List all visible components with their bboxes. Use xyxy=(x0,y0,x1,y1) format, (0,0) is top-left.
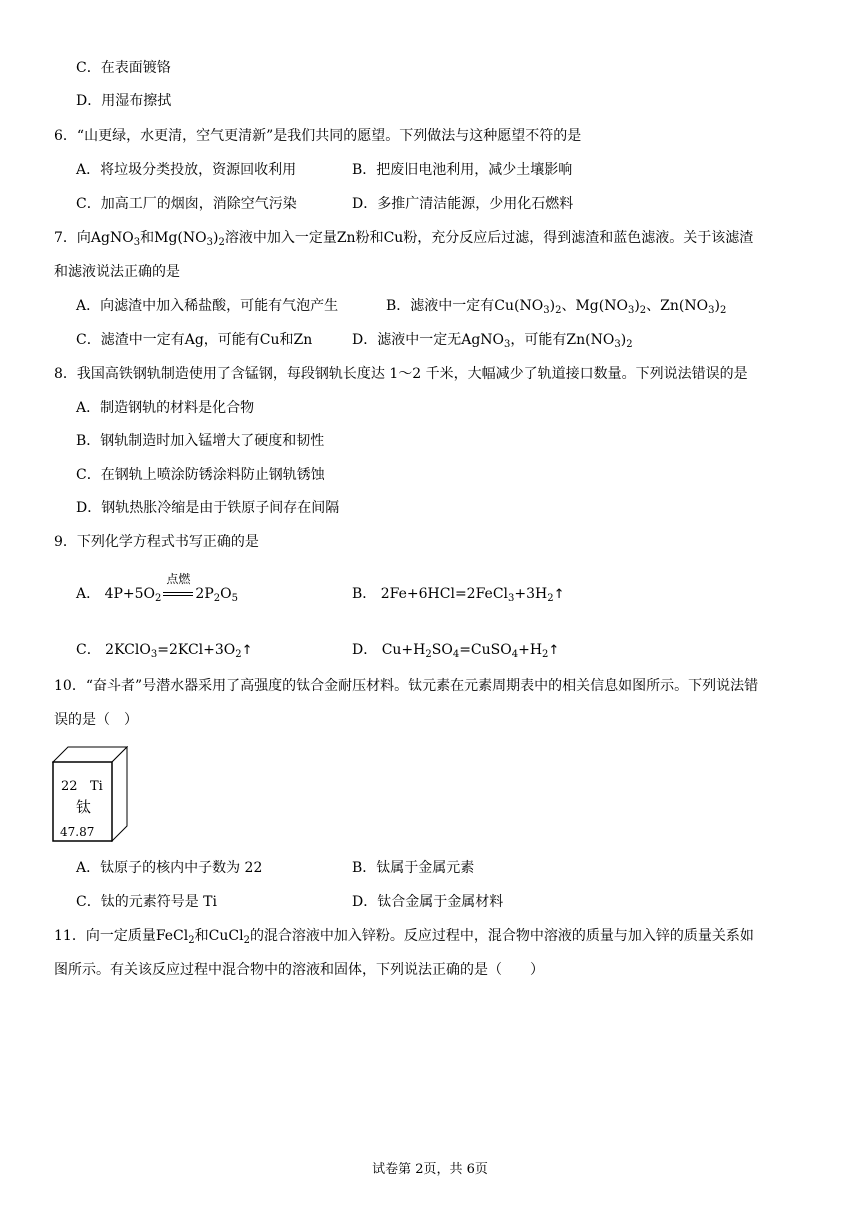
q8-option-b: B．钢轨制造时加入锰增大了硬度和韧性 xyxy=(76,433,325,449)
q7-stem-line2: 和滤液说法正确的是 xyxy=(54,264,180,280)
q10-stem: 10．“奋斗者”号潜水器采用了高强度的钛合金耐压材料。钛元素在元素周期表中的相关信息如图所示。下列说法错 xyxy=(54,678,759,694)
q7-option-a: A．向滤渣中加入稀盐酸，可能有气泡产生 xyxy=(76,298,339,314)
q9-stem: 9．下列化学方程式书写正确的是 xyxy=(54,534,259,550)
q6-option-d: D．多推广清洁能源，少用化石燃料 xyxy=(352,196,574,212)
q10-option-c: C．钛的元素符号是 Ti xyxy=(76,894,217,910)
q9-option-d: D． $Cu+H_2SO_4=CuSO_4+H_2↑$ xyxy=(352,642,560,660)
q10-option-d: D．钛合金属于金属材料 xyxy=(352,894,504,910)
q8-option-a: A．制造钢轨的材料是化合物 xyxy=(76,400,255,416)
q6-stem: 6．“山更绿，水更清，空气更清新”是我们共同的愿望。下列做法与这种愿望不符的是 xyxy=(54,128,582,144)
page-footer: 试卷第 2页，共 6页 xyxy=(372,1162,488,1177)
q7-option-d: D．滤液中一定无AgNO$_3$，可能有$Zn(NO_3)_2$ xyxy=(352,332,633,350)
q6-option-c: C．加高工厂的烟囱，消除空气污染 xyxy=(76,196,297,212)
q5-option-c: C．在表面镀铬 xyxy=(76,60,171,76)
cell-name: 钛 xyxy=(76,798,92,816)
q7-option-b: B．滤液中一定有$Cu(NO_3)_2$、$Mg(NO_3)_2$、$Zn(NO_3)_2$ xyxy=(386,298,727,316)
q11-stem-line2: 图所示。有关该反应过程中混合物中的溶液和固体，下列说法正确的是（ ） xyxy=(54,962,544,978)
q5-option-d: D．用湿布擦拭 xyxy=(76,93,172,109)
q9-option-c: C． $2KClO_3=2KCl+3O_2↑$ xyxy=(76,642,253,660)
q7-option-c: C．滤渣中一定有Ag，可能有Cu和Zn xyxy=(76,332,313,348)
q8-option-d: D．钢轨热胀冷缩是由于铁原子间存在间隔 xyxy=(76,500,340,516)
q6-option-a: A．将垃圾分类投放，资源回收利用 xyxy=(76,162,297,178)
q11-stem: 11．向一定质量FeCl$_2$和CuCl$_2$的混合溶液中加入锌粉。反应过程中，混合物中溶液的质量与加入锌的质量关系如 xyxy=(54,928,754,946)
q9-option-b: B． $2Fe+6HCl=2FeCl_3+3H_2↑$ xyxy=(352,586,565,604)
q6-option-b: B．把废旧电池利用，减少土壤影响 xyxy=(352,162,573,178)
q10-stem-line2: 误的是（ ） xyxy=(54,712,138,728)
titanium-element-cell xyxy=(52,746,128,842)
q9-option-a: A． $4P+5O_2$ 点燃 $2P_2O_5$ xyxy=(76,572,238,604)
cell-symbol: Ti xyxy=(90,779,103,794)
cell-atomic-number: 22 xyxy=(61,779,78,794)
q8-option-c: C．在钢轨上喷涂防锈涂料防止钢轨锈蚀 xyxy=(76,467,325,483)
q10-option-b: B．钛属于金属元素 xyxy=(352,860,475,876)
q8-stem: 8．我国高铁钢轨制造使用了含锰钢，每段钢轨长度达 1～2 千米，大幅减少了轨道接口数量。下列说法错误的是 xyxy=(54,366,748,382)
cell-atomic-mass: 47.87 xyxy=(60,825,95,839)
q10-option-a: A．钛原子的核内中子数为 22 xyxy=(76,860,263,876)
q7-stem: 7．向AgNO$_3$和$Mg(NO_3)_2$溶液中加入一定量Zn粉和Cu粉，充分反应后过滤，得到滤渣和蓝色滤液。关于该滤渣 xyxy=(54,230,754,248)
